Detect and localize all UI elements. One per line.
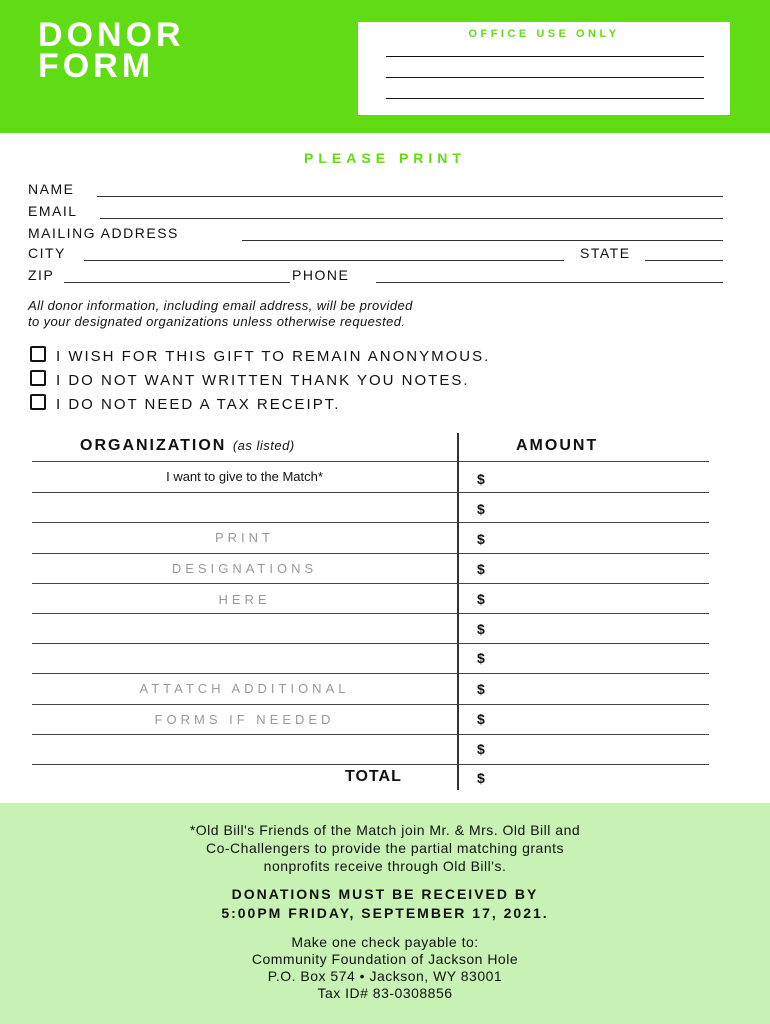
table-row-org[interactable]: PRINT: [215, 530, 274, 545]
payable-line-2: Community Foundation of Jackson Hole: [251, 951, 519, 967]
zip-field[interactable]: [64, 282, 290, 283]
title-line-2: FORM: [38, 47, 155, 85]
footnote-line-3: nonprofits receive through Old Bill's.: [263, 858, 507, 874]
option-label: I DO NOT NEED A TAX RECEIPT.: [56, 396, 341, 413]
office-line[interactable]: [386, 56, 704, 57]
amount-header: AMOUNT: [516, 437, 599, 454]
city-field[interactable]: [84, 260, 564, 261]
row-divider: [32, 461, 709, 462]
office-use-box: [358, 22, 730, 115]
email-field[interactable]: [100, 218, 723, 219]
row-divider: [32, 492, 709, 493]
row-divider: [32, 522, 709, 523]
option-label: I DO NOT WANT WRITTEN THANK YOU NOTES.: [56, 372, 470, 389]
amount-cell[interactable]: $: [477, 741, 485, 757]
table-row-org[interactable]: FORMS IF NEEDED: [154, 712, 335, 727]
option-no-tax-receipt[interactable]: [30, 394, 340, 414]
option-no-thank-you[interactable]: [30, 370, 470, 390]
mailing-address-label: MAILING ADDRESS: [28, 225, 179, 241]
row-divider: [32, 553, 709, 554]
city-label: CITY: [28, 245, 66, 261]
amount-cell[interactable]: $: [477, 561, 485, 577]
amount-cell[interactable]: $: [477, 681, 485, 697]
deadline-line-2: 5:00PM FRIDAY, SEPTEMBER 17, 2021.: [221, 905, 549, 921]
amount-cell[interactable]: $: [477, 711, 485, 727]
total-label: TOTAL: [345, 768, 402, 785]
checkbox-icon[interactable]: [30, 346, 46, 362]
name-label: NAME: [28, 181, 75, 197]
row-divider: [32, 673, 709, 674]
total-amount-cell[interactable]: $: [477, 770, 485, 786]
checkbox-icon[interactable]: [30, 370, 46, 386]
table-row-org[interactable]: ATTATCH ADDITIONAL: [139, 681, 350, 696]
row-divider: [32, 643, 709, 644]
footnote-line-1: *Old Bill's Friends of the Match join Mr. & Mrs. Old Bill and: [189, 822, 581, 838]
office-line[interactable]: [386, 77, 704, 78]
amount-cell[interactable]: $: [477, 471, 485, 487]
state-field[interactable]: [645, 260, 723, 261]
payable-line-3: P.O. Box 574 • Jackson, WY 83001: [267, 968, 503, 984]
mailing-address-field[interactable]: [242, 240, 723, 241]
state-label: STATE: [580, 245, 631, 261]
phone-label: PHONE: [292, 267, 350, 283]
payable-line-1: Make one check payable to:: [291, 934, 479, 950]
option-label: I WISH FOR THIS GIFT TO REMAIN ANONYMOUS.: [56, 348, 491, 365]
office-line[interactable]: [386, 98, 704, 99]
header-banner: [0, 0, 770, 133]
footnote-line-2: Co-Challengers to provide the partial matching grants: [205, 840, 564, 856]
table-row-org[interactable]: I want to give to the Match*: [166, 469, 323, 484]
checkbox-icon[interactable]: [30, 394, 46, 410]
amount-cell[interactable]: $: [477, 591, 485, 607]
row-divider: [32, 583, 709, 584]
amount-cell[interactable]: $: [477, 650, 485, 666]
amount-cell[interactable]: $: [477, 501, 485, 517]
organization-header: [80, 437, 295, 455]
amount-cell[interactable]: $: [477, 531, 485, 547]
office-use-label: OFFICE USE ONLY: [468, 28, 620, 40]
row-divider: [32, 734, 709, 735]
row-divider: [32, 613, 709, 614]
option-anonymous[interactable]: [30, 346, 490, 366]
amount-cell[interactable]: $: [477, 621, 485, 637]
please-print-label: PLEASE PRINT: [304, 150, 466, 166]
row-divider: [32, 704, 709, 705]
footer-panel: [0, 803, 770, 1024]
zip-label: ZIP: [28, 267, 55, 283]
table-row-org[interactable]: HERE: [218, 592, 271, 607]
table-row-org[interactable]: DESIGNATIONS: [171, 561, 318, 576]
name-field[interactable]: [97, 196, 723, 197]
payable-line-4: Tax ID# 83-0308856: [317, 985, 453, 1001]
organization-header-label: ORGANIZATION: [80, 437, 227, 454]
privacy-note-line-2: to your designated organizations unless otherwise requested.: [28, 314, 406, 329]
organization-header-sub: (as listed): [232, 438, 295, 453]
column-divider: [457, 433, 459, 790]
phone-field[interactable]: [376, 282, 723, 283]
email-label: EMAIL: [28, 203, 78, 219]
privacy-note-line-1: All donor information, including email address, will be provided: [28, 298, 413, 313]
deadline-line-1: DONATIONS MUST BE RECEIVED BY: [231, 886, 539, 902]
privacy-note: [28, 298, 413, 330]
row-divider: [32, 764, 709, 765]
form-title: [38, 16, 185, 85]
title-line-1: DONOR: [38, 16, 185, 54]
